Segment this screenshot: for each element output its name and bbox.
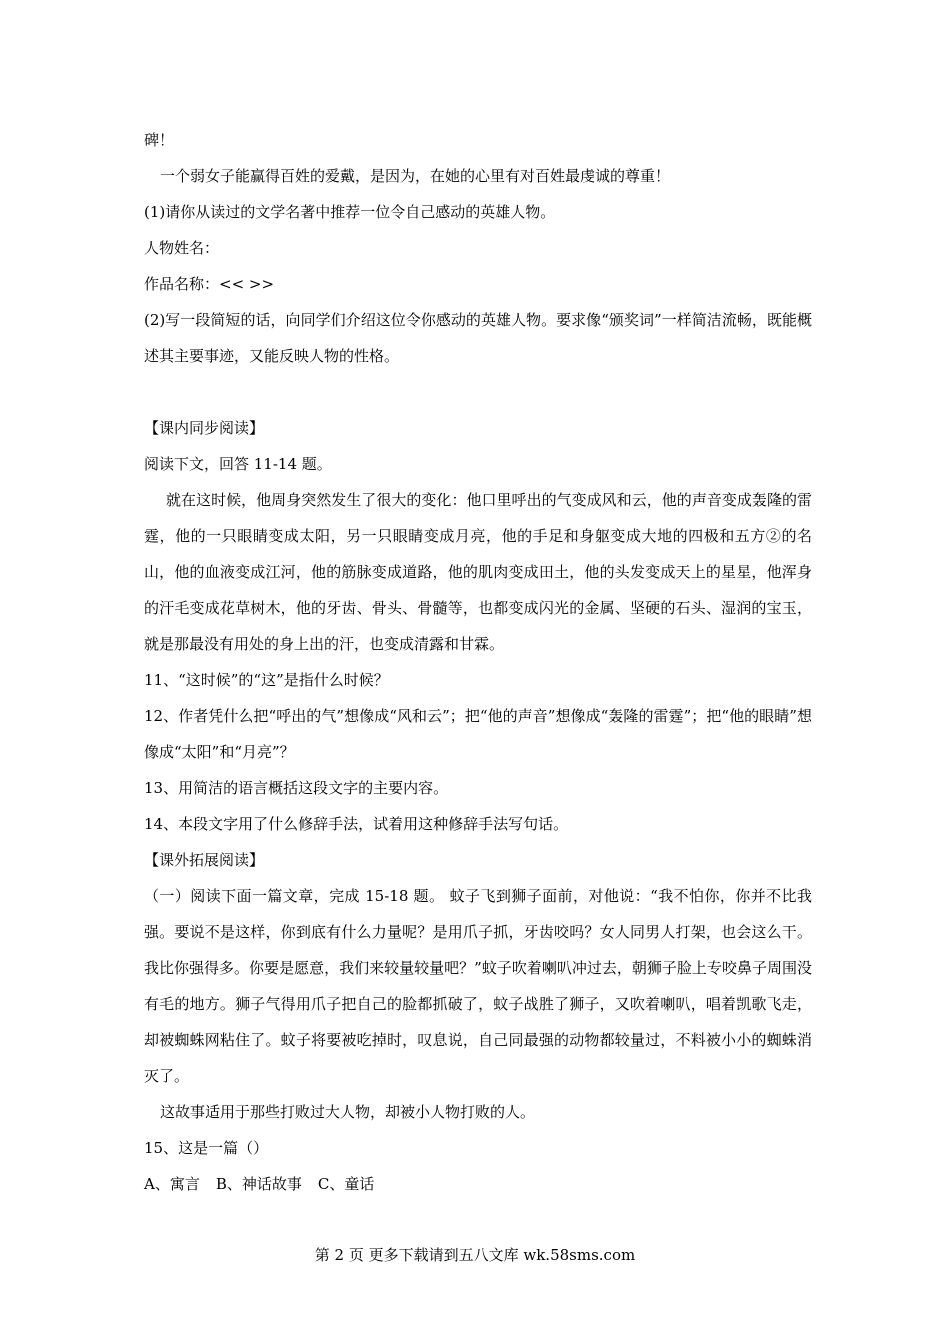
work-label: 作品名称：<< >> — [144, 275, 275, 293]
extended-heading: 【课外拓展阅读】 — [144, 851, 265, 869]
in-class-instruction: 阅读下文，回答 11-14 题。 — [144, 455, 332, 473]
question-15-options — [144, 1166, 812, 1202]
name-label: 人物姓名： — [144, 239, 220, 257]
task-question-1: (1)请你从读过的文学名著中推荐一位令自己感动的英雄人物。 — [144, 203, 556, 221]
extended-passage: （一）阅读下面一篇文章，完成 15-18 题。 蚊子飞到狮子面前，对他说：“我不怕你，你并不比我强。要说不是这样，你到底有什么力量呢？是用爪子抓，牙齿咬吗？女人同男人打架，也会这么干。我比你强得多。你要是愿意，我们来较量较量吧？”蚊子吹着喇叭冲过去，朝狮子脸上专咬鼻子周围没有毛的地方。狮子气得用爪子把自己的脸都抓破了，蚊子战胜了狮子，又吹着喇叭，唱着凯歌飞走，却被蜘蛛网粘住了。蚊子将要被吃掉时，叹息说，自己同最强的动物都较量过，不料被小小的蜘蛛消灭了。 — [144, 887, 812, 1085]
question-15: 15、这是一篇（） — [144, 1139, 269, 1157]
option-a: A、寓言 — [144, 1175, 200, 1193]
extended-moral: 这故事适用于那些打败过大人物，却被小人物打败的人。 — [160, 1103, 536, 1121]
question-13: 13、用简洁的语言概括这段文字的主要内容。 — [144, 779, 449, 797]
in-class-heading: 【课内同步阅读】 — [144, 419, 265, 437]
option-c: C、童话 — [317, 1175, 375, 1193]
question-14: 14、本段文字用了什么修辞手法，试着用这种修辞手法写句话。 — [144, 815, 569, 833]
intro-fragment: 碑！ — [144, 131, 175, 149]
in-class-passage: 就在这时候，他周身突然发生了很大的变化：他口里呼出的气变成风和云，他的声音变成轰隆的雷霆，他的一只眼睛变成太阳，另一只眼睛变成月亮，他的手足和身躯变成大地的四极和五方②的名山，他的血液变成江河，他的筋脉变成道路，他的肌肉变成田土，他的头发变成天上的星星，他浑身的汗毛变成花草树木，他的牙齿、骨头、骨髓等，也都变成闪光的金属、坚硬的石头、湿润的宝玉，就是那最没有用处的身上出的汗，也变成清露和甘霖。 — [144, 491, 812, 653]
question-12: 12、作者凭什么把“呼出的气”想像成“风和云”；把“他的声音”想像成“轰隆的雷霆”；把“他的眼睛”想像成“太阳”和“月亮”？ — [144, 707, 812, 761]
option-b: B、神话故事 — [215, 1175, 302, 1193]
blank-gap — [144, 374, 812, 410]
task-question-2: (2)写一段简短的话，向同学们介绍这位令你感动的英雄人物。要求像“颁奖词”一样简洁流畅，既能概述其主要事迹，又能反映人物的性格。 — [144, 311, 812, 365]
page-footer: 第 2 页 更多下载请到五八文库 wk.58sms.com — [314, 1246, 636, 1264]
question-11: 11、“这时候”的“这”是指什么时候？ — [144, 671, 389, 689]
intro-sentence: 一个弱女子能赢得百姓的爱戴，是因为，在她的心里有对百姓最虔诚的尊重！ — [160, 167, 671, 185]
page-content — [144, 122, 812, 1202]
